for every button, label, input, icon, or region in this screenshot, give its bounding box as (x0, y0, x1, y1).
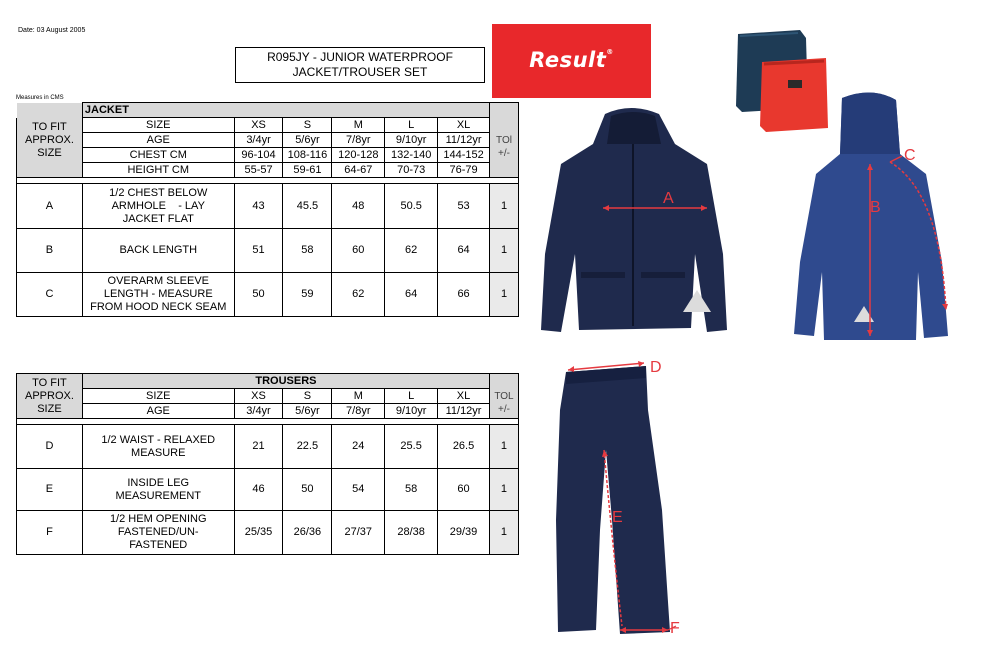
label-f: F (670, 620, 680, 637)
jacket-age-cell: 5/6yr (283, 133, 332, 148)
jacket-chest-cell: 120-128 (332, 148, 385, 163)
jacket-to-fit-label: TO FIT APPROX. SIZE (17, 118, 83, 178)
jacket-chest-label: CHEST CM (82, 148, 234, 163)
row-value: 24 (332, 425, 385, 469)
trousers-size-cell: M (332, 389, 385, 404)
row-tol: 1 (490, 273, 519, 317)
row-value: 54 (332, 469, 385, 511)
row-value: 29/39 (438, 511, 490, 555)
jacket-row-b (17, 229, 519, 273)
row-code: D (17, 425, 83, 469)
trousers-age-cell: 9/10yr (385, 404, 438, 419)
row-value: 50.5 (385, 184, 438, 229)
jacket-height-cell: 59-61 (283, 163, 332, 178)
row-value: 50 (283, 469, 332, 511)
document-title (235, 47, 485, 83)
jacket-spec-table (16, 102, 519, 317)
row-value: 58 (385, 469, 438, 511)
jacket-age-label: AGE (82, 133, 234, 148)
trousers-size-cell: XL (438, 389, 490, 404)
jacket-section-title: JACKET (82, 103, 489, 118)
row-description: BACK LENGTH (82, 229, 234, 273)
label-d: D (650, 359, 662, 376)
trousers-illustration (550, 350, 710, 642)
trousers-age-cell: 11/12yr (438, 404, 490, 419)
jacket-age-cell: 9/10yr (385, 133, 438, 148)
trousers-body (556, 366, 670, 634)
trousers-row-e (17, 469, 519, 511)
result-logo (492, 24, 651, 98)
row-description: INSIDE LEG MEASUREMENT (82, 469, 234, 511)
jacket-age-cell: 3/4yr (234, 133, 283, 148)
row-value: 60 (438, 469, 490, 511)
jacket-size-xs: XS (234, 118, 283, 133)
row-value: 43 (234, 184, 283, 229)
jacket-size-xl: XL (438, 118, 490, 133)
trousers-age-cell: 5/6yr (283, 404, 332, 419)
row-value: 48 (332, 184, 385, 229)
row-value: 22.5 (283, 425, 332, 469)
trousers-tol-header: TOL +/- (489, 389, 518, 419)
trousers-age-cell: 3/4yr (234, 404, 283, 419)
row-value: 28/38 (385, 511, 438, 555)
row-code: C (17, 273, 83, 317)
row-value: 26/36 (283, 511, 332, 555)
row-value: 25.5 (385, 425, 438, 469)
trousers-size-cell: L (385, 389, 438, 404)
jacket-size-m: M (332, 118, 385, 133)
jacket-chest-cell: 108-116 (283, 148, 332, 163)
trousers-row-d (17, 425, 519, 469)
row-value: 58 (283, 229, 332, 273)
trousers-age-cell: 7/8yr (332, 404, 385, 419)
row-value: 60 (332, 229, 385, 273)
jacket-height-label: HEIGHT CM (82, 163, 234, 178)
label-c: C (904, 147, 916, 164)
jacket-row-c (17, 273, 519, 317)
row-tol: 1 (489, 511, 518, 555)
row-value: 26.5 (438, 425, 490, 469)
jacket-hood (607, 112, 661, 144)
row-value: 25/35 (234, 511, 283, 555)
row-value: 27/37 (332, 511, 385, 555)
jacket-chest-cell: 96-104 (234, 148, 283, 163)
row-code: B (17, 229, 83, 273)
row-code: E (17, 469, 83, 511)
trousers-age-label: AGE (82, 404, 234, 419)
jacket-size-s: S (283, 118, 332, 133)
jacket-height-cell: 55-57 (234, 163, 283, 178)
trousers-row-f (17, 511, 519, 555)
label-a: A (663, 190, 674, 207)
row-description: 1/2 CHEST BELOW ARMHOLE - LAY JACKET FLAT (82, 184, 234, 229)
trousers-section-title: TROUSERS (82, 374, 489, 389)
trousers-size-label: SIZE (82, 389, 234, 404)
row-description: 1/2 WAIST - RELAXED MEASURE (82, 425, 234, 469)
row-value: 21 (234, 425, 283, 469)
jacket-height-cell: 76-79 (438, 163, 490, 178)
row-value: 53 (438, 184, 490, 229)
jacket-size-label: SIZE (82, 118, 234, 133)
trousers-size-cell: S (283, 389, 332, 404)
row-tol: 1 (490, 184, 519, 229)
row-value: 46 (234, 469, 283, 511)
jacket-age-cell: 11/12yr (438, 133, 490, 148)
row-value: 50 (234, 273, 283, 317)
jacket-age-cell: 7/8yr (332, 133, 385, 148)
label-b: B (870, 199, 881, 216)
jacket-size-l: L (385, 118, 438, 133)
row-code: F (17, 511, 83, 555)
row-value: 45.5 (283, 184, 332, 229)
row-value: 66 (438, 273, 490, 317)
title-line-2: JACKET/TROUSER SET (292, 65, 428, 79)
trousers-to-fit-label: TO FIT APPROX. SIZE (17, 374, 83, 419)
jacket-back-hood (840, 92, 900, 154)
title-line-1: R095JY - JUNIOR WATERPROOF (267, 50, 453, 64)
row-tol: 1 (489, 469, 518, 511)
row-tol: 1 (489, 425, 518, 469)
row-description: OVERARM SLEEVE LENGTH - MEASURE FROM HOOD NECK SEAM (82, 273, 234, 317)
label-e: E (612, 509, 623, 526)
jacket-height-cell: 70-73 (385, 163, 438, 178)
pack-label (788, 80, 802, 88)
jacket-row-a (17, 184, 519, 229)
document-date: Date: 03 August 2005 (18, 27, 86, 34)
logo-wordmark: Result® (529, 48, 614, 72)
row-value: 64 (385, 273, 438, 317)
jacket-height-cell: 64-67 (332, 163, 385, 178)
jacket-back-illustration (790, 92, 960, 344)
measures-note: Measures in CMS (16, 95, 64, 101)
row-value: 62 (332, 273, 385, 317)
trousers-size-cell: XS (234, 389, 283, 404)
row-value: 59 (283, 273, 332, 317)
row-value: 51 (234, 229, 283, 273)
row-value: 64 (438, 229, 490, 273)
row-value: 62 (385, 229, 438, 273)
jacket-front-illustration (535, 104, 730, 344)
row-description: 1/2 HEM OPENING FASTENED/UN- FASTENED (82, 511, 234, 555)
row-code: A (17, 184, 83, 229)
jacket-chest-cell: 132-140 (385, 148, 438, 163)
trousers-spec-table (16, 373, 519, 555)
jacket-tol-header: TOl +/- (490, 118, 519, 178)
row-tol: 1 (490, 229, 519, 273)
jacket-chest-cell: 144-152 (438, 148, 490, 163)
